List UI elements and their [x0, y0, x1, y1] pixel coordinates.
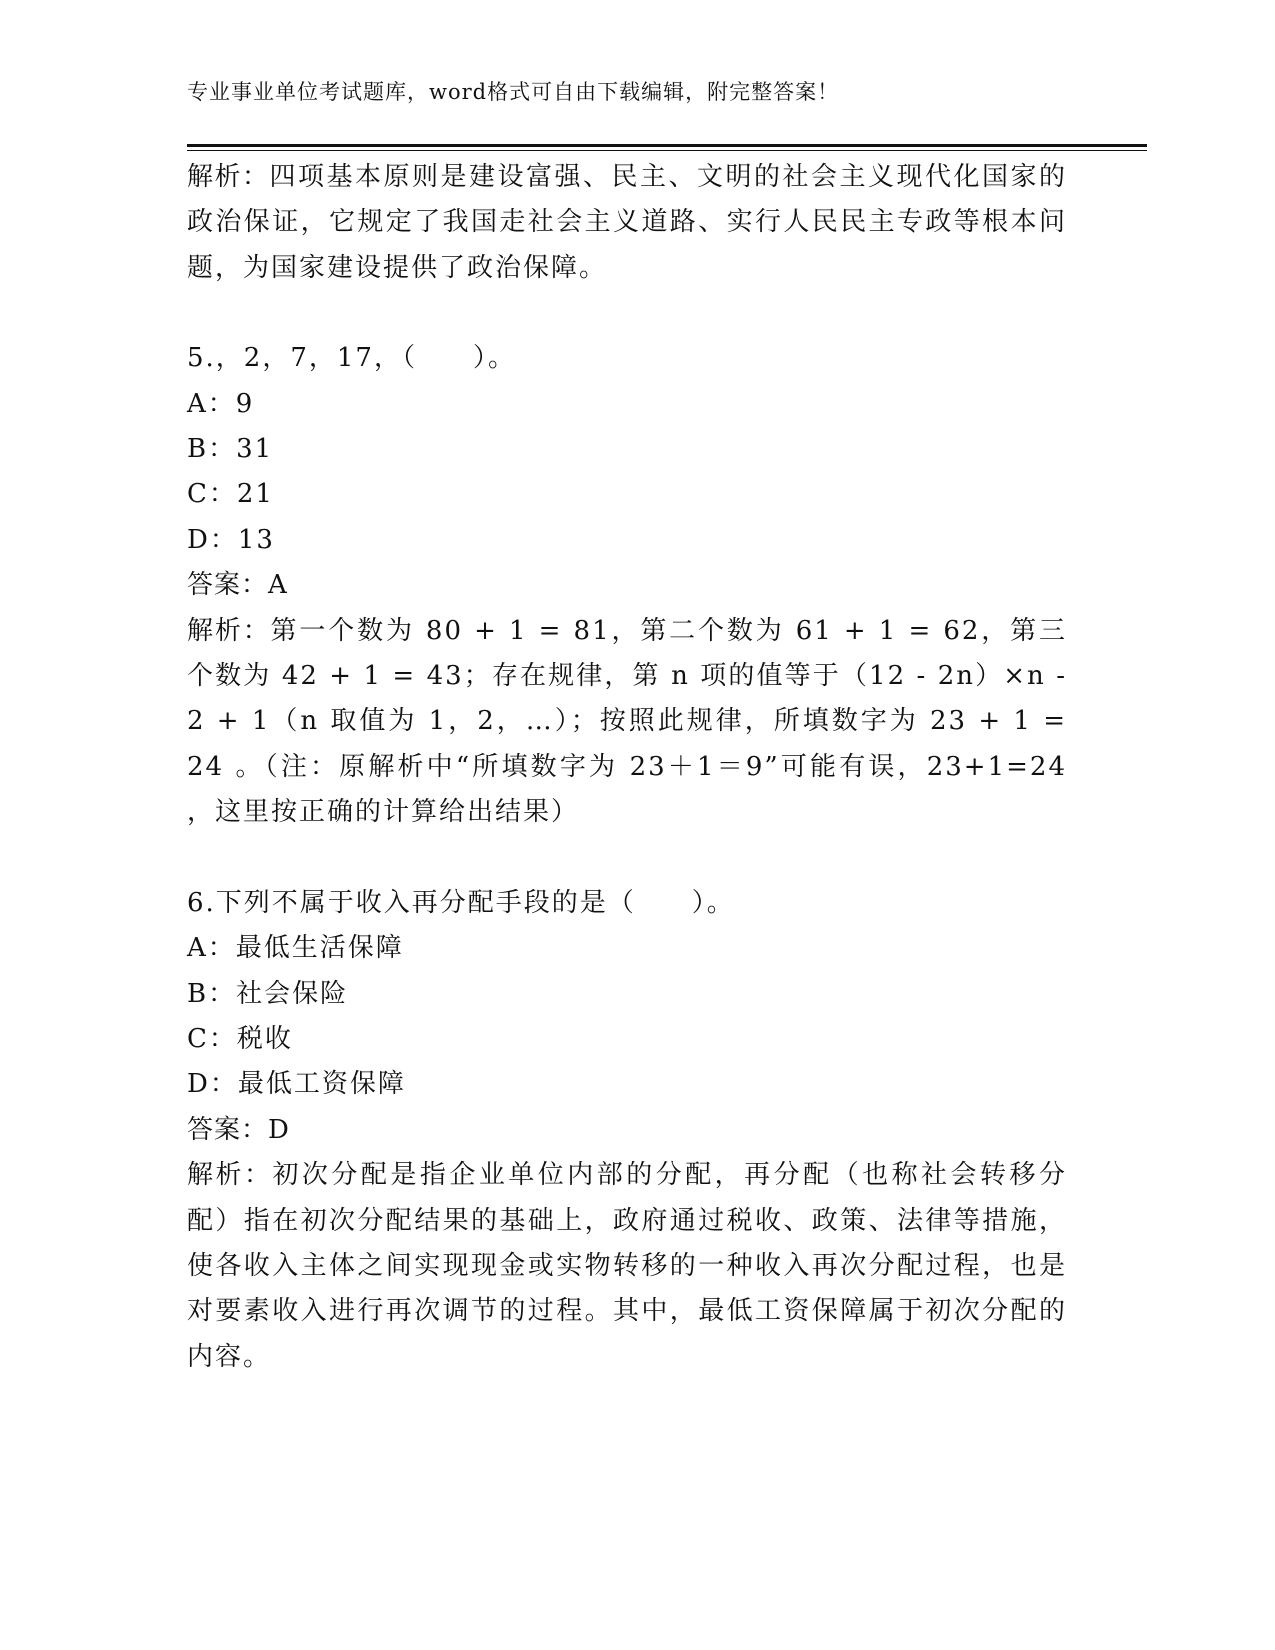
header-rule-thick	[187, 144, 1147, 147]
analysis	[187, 609, 1067, 836]
answer-value: D	[268, 1114, 291, 1145]
answer-label: 答案：	[187, 1114, 269, 1145]
spacer	[187, 836, 1067, 881]
answer-value: A	[268, 570, 289, 601]
analysis-text: 四项基本原则是建设富强、民主、文明的社会主义现代化国家的政治保证，它规定了我国走社会主义道路、实行人民民主专政等根本问题，为国家建设提供了政治保障。	[187, 162, 1067, 283]
intro-analysis	[187, 155, 1067, 291]
option-c: C：税收	[187, 1023, 293, 1054]
option-a: A：9	[187, 388, 255, 419]
analysis-text: 初次分配是指企业单位内部的分配，再分配（也称社会转移分配）指在初次分配结果的基础上，政府通过税收、政策、法律等措施，使各收入主体之间实现现金或实物转移的一种收入再次分配过程，也是对要素收入进行再次调节的过程。其中，最低工资保障属于初次分配的内容。	[187, 1160, 1067, 1372]
analysis-text: 第一个数为 80 + 1 = 81，第二个数为 61 + 1 = 62，第三个数为 42 + 1 = 43；存在规律，第 n 项的值等于（12 - 2n）×n - 2 + 1（n 取值为 1，2，…）；按照此规律，所填数字为 23 + 1 = 24 。（注：原解析中“所填数字为 23＋1＝9”可能有误，23+1=24 ，这里按正确的计算给出结果）	[187, 615, 1067, 828]
option-c: C：21	[187, 479, 274, 510]
option-d: D：最低工资保障	[187, 1069, 406, 1100]
spacer	[187, 291, 1067, 336]
document-body	[187, 155, 1067, 1380]
header-rule-thin	[187, 150, 1147, 151]
question-stem: 5.，2，7，17，（ ）。	[187, 343, 516, 374]
analysis-label: 解析：	[187, 162, 270, 192]
option-a: A：最低生活保障	[187, 933, 404, 964]
answer-line	[187, 1108, 1067, 1153]
document-page	[187, 0, 1147, 1650]
answer-line	[187, 563, 1067, 608]
analysis-label: 解析：	[187, 1160, 273, 1191]
option-b: B：社会保险	[187, 978, 349, 1009]
option-d: D：13	[187, 524, 275, 555]
page-header: 专业事业单位考试题库，word格式可自由下载编辑，附完整答案！	[187, 80, 840, 104]
option-b: B：31	[187, 434, 274, 465]
analysis-label: 解析：	[187, 615, 271, 646]
answer-label: 答案：	[187, 570, 269, 601]
analysis	[187, 1153, 1067, 1380]
question-stem: 6.下列不属于收入再分配手段的是（ ）。	[187, 887, 735, 918]
